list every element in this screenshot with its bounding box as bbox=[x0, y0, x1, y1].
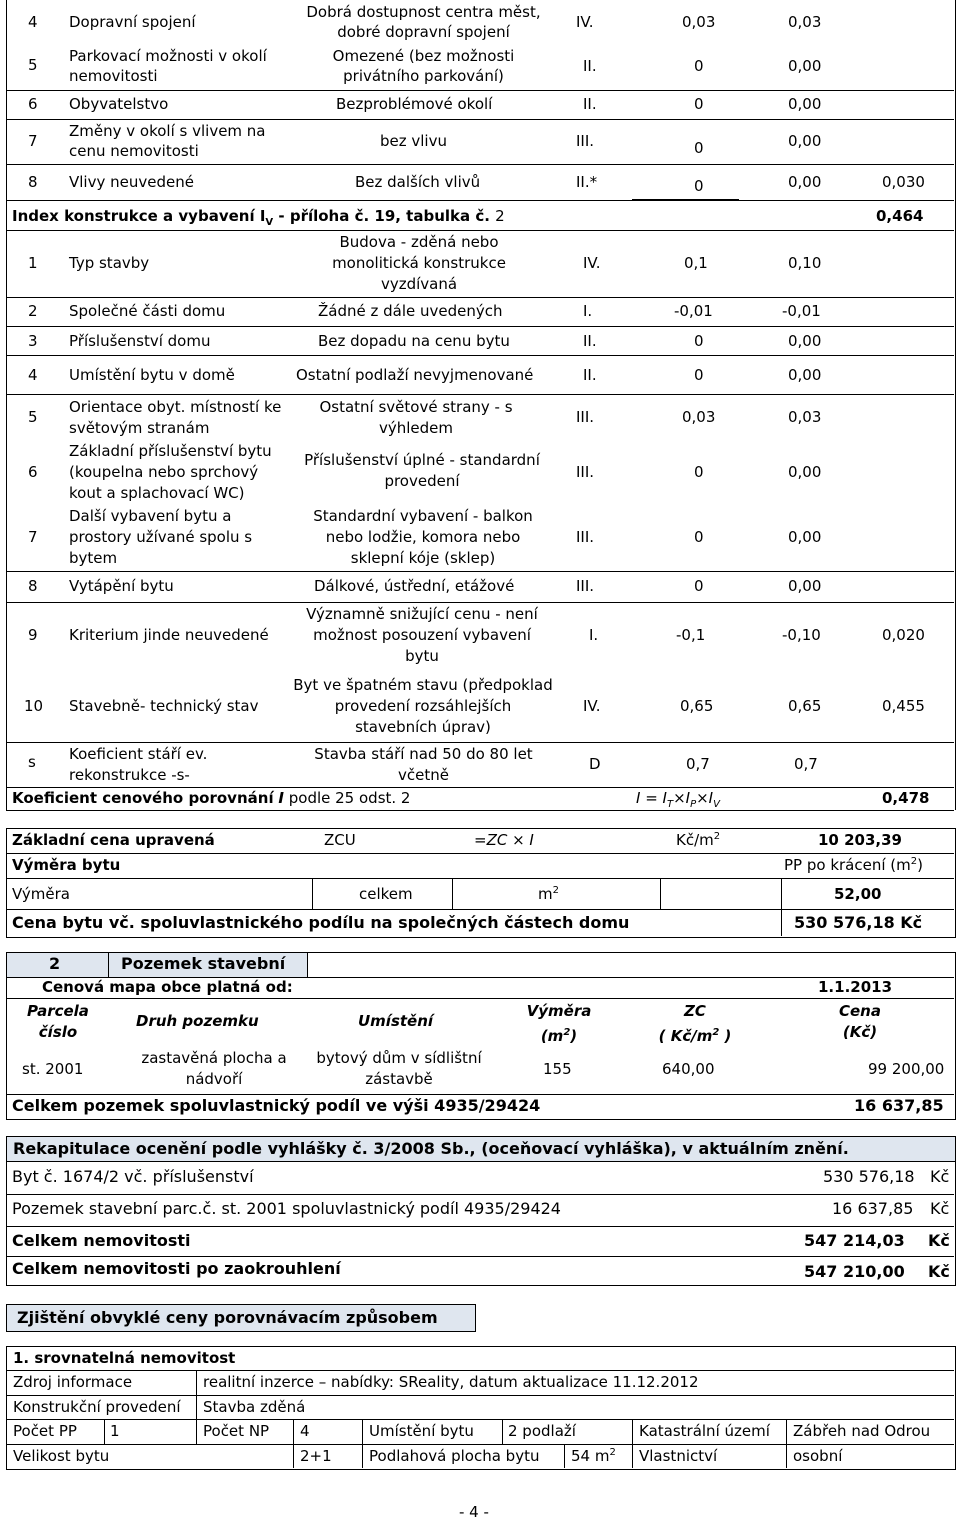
pocet-np-label: Počet NP bbox=[203, 1422, 270, 1440]
zaokr-label: Celkem nemovitosti po zaokrouhlení bbox=[12, 1259, 341, 1278]
rekap-row-label: Byt č. 1674/2 vč. příslušenství bbox=[12, 1167, 254, 1186]
cell-divider bbox=[564, 1444, 565, 1468]
row-class: III. bbox=[576, 463, 595, 481]
row-desc: Ostatní světové strany - s výhledem bbox=[319, 398, 513, 437]
row-coef: 0,65 bbox=[788, 697, 822, 715]
row-class: I. bbox=[589, 626, 599, 644]
zcu-formula: =ZC × I bbox=[474, 831, 534, 849]
cena-bytu-label: Cena bytu vč. spoluvlastnického podílu na společných částech domu bbox=[12, 913, 630, 932]
col-header-zc: ZC ( $Kč/m^2$ ) bbox=[658, 1002, 732, 1045]
konstr-value: Stavba zděná bbox=[203, 1398, 306, 1416]
row-class: II. bbox=[583, 57, 597, 75]
row-coef: -0,01 bbox=[782, 302, 821, 320]
table-row bbox=[6, 356, 954, 394]
row-coef: -0,10 bbox=[782, 626, 821, 644]
umisteni-bytu-value: 2 podlaží bbox=[508, 1422, 576, 1440]
row-coef: 0,00 bbox=[788, 173, 822, 191]
zdroj-label: Zdroj informace bbox=[13, 1373, 133, 1391]
row-value: 0,1 bbox=[684, 254, 708, 272]
rekap-title: Rekapitulace ocenění podle vyhlášky č. 3/2008 Sb., (oceňovací vyhláška), v aktuálním znění. bbox=[13, 1139, 849, 1158]
row-name: Typ stavby bbox=[69, 254, 150, 272]
vymera-value: 52,00 bbox=[834, 885, 882, 903]
rekap-row-value: 530 576,18 bbox=[823, 1167, 915, 1186]
row-coef: 0,03 bbox=[788, 13, 822, 31]
row-value: 0 bbox=[694, 366, 704, 384]
pocet-pp-label: Počet PP bbox=[13, 1422, 77, 1440]
row-class: D bbox=[589, 755, 601, 773]
celkem-currency: Kč bbox=[928, 1231, 950, 1250]
row-class: II. bbox=[583, 366, 597, 384]
row-name: Koeficient stáří ev. rekonstrukce -s- bbox=[69, 745, 208, 784]
rekap-row-label: Pozemek stavební parc.č. st. 2001 spoluvlastnický podíl 4935/29424 bbox=[12, 1199, 561, 1218]
vlastnictvi-label: Vlastnictví bbox=[639, 1447, 718, 1465]
row-desc: Budova - zděná nebo monolitická konstrukce vyzdívaná bbox=[332, 233, 506, 293]
row-desc: Byt ve špatném stavu (předpoklad provedení rozsáhlejších stavebních úprav) bbox=[293, 676, 553, 736]
index-value: 0,464 bbox=[876, 207, 924, 225]
pozemek-total-value: 16 637,85 bbox=[854, 1096, 944, 1115]
row-number: 8 bbox=[28, 173, 38, 191]
row-divider bbox=[6, 1395, 954, 1396]
row-value: 0 bbox=[694, 528, 704, 546]
cell-divider bbox=[307, 953, 308, 977]
row-number: 7 bbox=[28, 528, 38, 546]
row-divider bbox=[6, 1194, 954, 1195]
index-header bbox=[12, 207, 505, 228]
table-row bbox=[6, 165, 954, 200]
row-value: -0,01 bbox=[674, 302, 713, 320]
row-class: III. bbox=[576, 528, 595, 546]
parcela-value: st. 2001 bbox=[22, 1060, 84, 1078]
col-header-parcela: Parcela číslo bbox=[27, 1002, 89, 1041]
row-class: IV. bbox=[576, 13, 594, 31]
row-desc: Bez dopadu na cenu bytu bbox=[318, 332, 510, 350]
row-number: 4 bbox=[28, 366, 38, 384]
row-divider bbox=[6, 200, 954, 201]
katastralni-label: Katastrální území bbox=[639, 1422, 770, 1440]
cell-divider bbox=[660, 879, 661, 909]
row-value: 0 bbox=[694, 463, 704, 481]
row-name: Stavebně- technický stav bbox=[69, 697, 259, 715]
pozemek-header bbox=[7, 953, 307, 977]
vymera-bytu-row bbox=[6, 854, 954, 878]
row-number: 9 bbox=[28, 626, 38, 644]
row-number: 8 bbox=[28, 577, 38, 595]
row-coef: 0,00 bbox=[788, 528, 822, 546]
zjisteni-header bbox=[6, 1304, 476, 1332]
table-row bbox=[6, 603, 954, 669]
cenova-mapa-date: 1.1.2013 bbox=[818, 978, 893, 996]
row-number: 4 bbox=[28, 13, 38, 31]
page-number: - 4 - bbox=[459, 1503, 489, 1521]
table-row bbox=[6, 0, 954, 44]
row-name: Obyvatelstvo bbox=[69, 95, 169, 113]
row-value: 0 bbox=[694, 57, 704, 75]
cena-value: 99 200,00 bbox=[868, 1060, 945, 1078]
row-class: II.* bbox=[576, 173, 598, 191]
row-name: Dopravní spojení bbox=[69, 13, 196, 31]
zc-value: 640,00 bbox=[662, 1060, 715, 1078]
row-name: Vytápění bytu bbox=[69, 577, 174, 595]
row-desc: Omezené (bez možnosti privátního parkování) bbox=[332, 47, 515, 85]
row-coef: 0,00 bbox=[788, 57, 822, 75]
row-desc: Ostatní podlaží nevyjmenované bbox=[296, 366, 534, 384]
cena-bytu-value: 530 576,18 Kč bbox=[794, 913, 923, 932]
zcu-unit: $Kč/m^2$ bbox=[676, 831, 721, 849]
row-value: -0,1 bbox=[676, 626, 706, 644]
row-desc: Příslušenství úplné - standardní provedení bbox=[304, 451, 540, 490]
row-coef: 0,7 bbox=[794, 755, 818, 773]
row-divider bbox=[6, 998, 954, 999]
row-class: I. bbox=[583, 302, 593, 320]
row-total: 0,030 bbox=[882, 173, 925, 191]
velikost-label: Velikost bytu bbox=[13, 1447, 110, 1465]
koef-row bbox=[6, 788, 954, 810]
row-coef: 0,00 bbox=[788, 577, 822, 595]
plocha-label: Podlahová plocha bytu bbox=[369, 1447, 540, 1465]
row-number: 5 bbox=[28, 408, 38, 426]
koef-label: Koeficient cenového porovnání bbox=[12, 789, 274, 807]
row-desc: Bezproblémové okolí bbox=[336, 95, 493, 113]
rekap-zaokr-row bbox=[6, 1257, 954, 1285]
col-header-cena: Cena (Kč) bbox=[839, 1002, 881, 1041]
index-rest: - příloha č. 19, tabulka č. bbox=[273, 207, 496, 225]
row-desc: bez vlivu bbox=[380, 132, 447, 150]
row-desc: Dálkové, ústřední, etážové bbox=[314, 577, 515, 595]
row-number: 2 bbox=[28, 302, 38, 320]
koef-value: 0,478 bbox=[882, 789, 930, 807]
row-name: Parkovací možnosti v okolí nemovitosti bbox=[69, 47, 267, 85]
row-total: 0,455 bbox=[882, 697, 925, 715]
table-row bbox=[6, 672, 954, 742]
row-number: 5 bbox=[28, 56, 38, 74]
row-name: Změny v okolí s vlivem na cenu nemovitosti bbox=[69, 122, 266, 160]
vymera-bytu-note: PP po krácení $(m^2)$ bbox=[784, 856, 923, 874]
row-number: 6 bbox=[28, 95, 38, 113]
cenova-mapa-label: Cenová mapa obce platná od: bbox=[42, 978, 293, 996]
celkem-value: 547 214,03 bbox=[804, 1231, 905, 1250]
row-name: Kriterium jinde neuvedené bbox=[69, 626, 269, 644]
pozemek-title: Pozemek stavební bbox=[121, 954, 286, 973]
row-name: Další vybavení bytu a prostory užívané spolu s bytem bbox=[69, 507, 253, 567]
rekap-celkem-row bbox=[6, 1230, 954, 1256]
vymera-row bbox=[6, 879, 954, 909]
row-number: 3 bbox=[28, 332, 38, 350]
index-label: Index konstrukce a vybavení I bbox=[12, 207, 266, 225]
row-class: III. bbox=[576, 577, 595, 595]
rekap-header bbox=[6, 1136, 956, 1162]
index-table-num: 2 bbox=[495, 207, 505, 225]
row-class: II. bbox=[583, 332, 597, 350]
rekap-row-value: 16 637,85 bbox=[832, 1199, 914, 1218]
cell-divider bbox=[104, 1419, 105, 1444]
pocet-pp-value: 1 bbox=[110, 1422, 120, 1440]
row-divider bbox=[6, 810, 954, 811]
table-row bbox=[6, 441, 954, 505]
row-desc: Významně snižující cenu - není možnost posouzení vybavení bytu bbox=[306, 605, 538, 665]
row-number: s bbox=[28, 753, 36, 771]
table-row bbox=[6, 91, 954, 119]
row-class: IV. bbox=[583, 254, 601, 272]
pozemek-total-label: Celkem pozemek spoluvlastnický podíl ve výši 4935/29424 bbox=[12, 1096, 541, 1115]
table-row bbox=[6, 44, 954, 90]
table-row bbox=[6, 505, 954, 571]
konstr-label: Konstrukční provedení bbox=[13, 1398, 181, 1416]
zcu-row bbox=[6, 829, 954, 853]
row-coef: 0,00 bbox=[788, 95, 822, 113]
umisteni-value: bytový dům v sídlištní zástavbě bbox=[316, 1049, 482, 1088]
cena-bytu-row bbox=[6, 910, 954, 936]
cell-divider bbox=[781, 910, 782, 936]
koef-symbol: I bbox=[278, 789, 284, 807]
table-row bbox=[6, 327, 954, 355]
row-value: 0 bbox=[694, 577, 704, 595]
rekap-row-currency: Kč bbox=[930, 1167, 950, 1186]
row-total: 0,020 bbox=[882, 626, 925, 644]
row-number: 1 bbox=[28, 254, 38, 272]
row-value: 0,65 bbox=[680, 697, 714, 715]
row-class: III. bbox=[576, 408, 595, 426]
zjisteni-title: Zjištění obvyklé ceny porovnávacím způsobem bbox=[17, 1308, 438, 1327]
row-value: 0 bbox=[694, 177, 704, 195]
rekap-row-currency: Kč bbox=[930, 1199, 950, 1218]
row-value: 0,7 bbox=[686, 755, 710, 773]
zcu-label: Základní cena upravená bbox=[12, 831, 215, 849]
cell-divider bbox=[196, 1370, 197, 1420]
table-row bbox=[6, 298, 954, 326]
col-header-druh: Druh pozemku bbox=[136, 1012, 259, 1030]
table-row bbox=[6, 395, 954, 441]
zcu-value: 10 203,39 bbox=[818, 831, 902, 849]
cell-divider bbox=[781, 879, 782, 909]
row-divider bbox=[6, 1444, 954, 1445]
row-class: III. bbox=[576, 132, 595, 150]
plocha-value: 54 $m^2$ bbox=[571, 1447, 616, 1465]
row-divider bbox=[6, 1370, 954, 1371]
pocet-np-value: 4 bbox=[300, 1422, 310, 1440]
row-number: 7 bbox=[28, 132, 38, 150]
vymera-label: Výměra bbox=[12, 885, 70, 903]
cell-divider bbox=[452, 879, 453, 909]
row-number: 6 bbox=[28, 463, 38, 481]
table-row bbox=[6, 231, 954, 297]
row-desc: Stavba stáří nad 50 do 80 let včetně bbox=[314, 745, 533, 784]
row-coef: 0,00 bbox=[788, 132, 822, 150]
vymera-bytu-label: Výměra bytu bbox=[12, 856, 121, 874]
row-name: Příslušenství domu bbox=[69, 332, 211, 350]
col-header-vymera: Výměra $(m^2)$ bbox=[526, 1002, 592, 1045]
row-name: Vlivy neuvedené bbox=[69, 173, 194, 191]
row-coef: 0,03 bbox=[788, 408, 822, 426]
table-row bbox=[6, 743, 954, 787]
zcu-abbr: ZCU bbox=[324, 831, 356, 849]
rekap-row bbox=[6, 1198, 954, 1226]
pozemek-num: 2 bbox=[49, 954, 61, 973]
rekap-row bbox=[6, 1166, 954, 1194]
velikost-value: 2+1 bbox=[300, 1447, 332, 1465]
row-name: Základní příslušenství bytu (koupelna nebo sprchový kout a splachovací WC) bbox=[69, 442, 272, 502]
row-value: 0 bbox=[694, 332, 704, 350]
cell-divider bbox=[502, 1419, 503, 1444]
cell-divider bbox=[312, 879, 313, 909]
cell-divider bbox=[108, 953, 109, 977]
pozemek-total-row bbox=[6, 1095, 954, 1118]
col-header-umisteni: Umístění bbox=[358, 1012, 434, 1030]
vlastnictvi-value: osobní bbox=[793, 1447, 843, 1465]
table-row bbox=[6, 120, 954, 164]
row-number: 10 bbox=[24, 697, 44, 715]
row-name: Společné části domu bbox=[69, 302, 226, 320]
row-desc: Bez dalších vlivů bbox=[355, 173, 481, 191]
vymera-kind: celkem bbox=[359, 885, 413, 903]
cell-divider bbox=[196, 1419, 197, 1444]
row-class: IV. bbox=[583, 697, 601, 715]
row-value: 0 bbox=[694, 95, 704, 113]
druh-value: zastavěná plocha a nádvoří bbox=[141, 1049, 287, 1088]
table-row bbox=[6, 572, 954, 602]
row-divider bbox=[6, 1226, 954, 1227]
row-value: 0,03 bbox=[682, 13, 716, 31]
row-coef: 0,00 bbox=[788, 463, 822, 481]
row-coef: 0,00 bbox=[788, 332, 822, 350]
row-coef: 0,00 bbox=[788, 366, 822, 384]
row-divider bbox=[6, 1419, 954, 1420]
row-name: Umístění bytu v domě bbox=[69, 366, 235, 384]
zaokr-currency: Kč bbox=[928, 1262, 950, 1281]
row-desc: Standardní vybavení - balkon nebo lodžie, komora nebo sklepní kóje (sklep) bbox=[313, 507, 533, 567]
celkem-label: Celkem nemovitosti bbox=[12, 1231, 191, 1250]
row-value: 0 bbox=[694, 139, 704, 157]
index-sub: V bbox=[265, 217, 274, 228]
vymera-value-pozemek: 155 bbox=[543, 1060, 572, 1078]
row-desc: Dobrá dostupnost centra měst, dobré dopravní spojení bbox=[306, 3, 541, 41]
row-class: II. bbox=[583, 95, 597, 113]
row-desc: Žádné z dále uvedených bbox=[318, 302, 503, 320]
katastralni-value: Zábřeh nad Odrou bbox=[793, 1422, 931, 1440]
row-value: 0,03 bbox=[682, 408, 716, 426]
vymera-unit: $m^2$ bbox=[538, 885, 559, 903]
srovnani-title: 1. srovnatelná nemovitost bbox=[13, 1349, 236, 1367]
koef-formula: $I = I_T\times I_P\times I_V$ bbox=[636, 789, 720, 810]
umisteni-bytu-label: Umístění bytu bbox=[369, 1422, 474, 1440]
zdroj-value: realitní inzerce – nabídky: SReality, datum aktualizace 11.12.2012 bbox=[203, 1373, 699, 1391]
zaokr-value: 547 210,00 bbox=[804, 1262, 905, 1281]
row-coef: 0,10 bbox=[788, 254, 822, 272]
koef-rest: podle 25 odst. 2 bbox=[288, 789, 411, 807]
row-name: Orientace obyt. místností ke světovým stranám bbox=[69, 398, 282, 437]
